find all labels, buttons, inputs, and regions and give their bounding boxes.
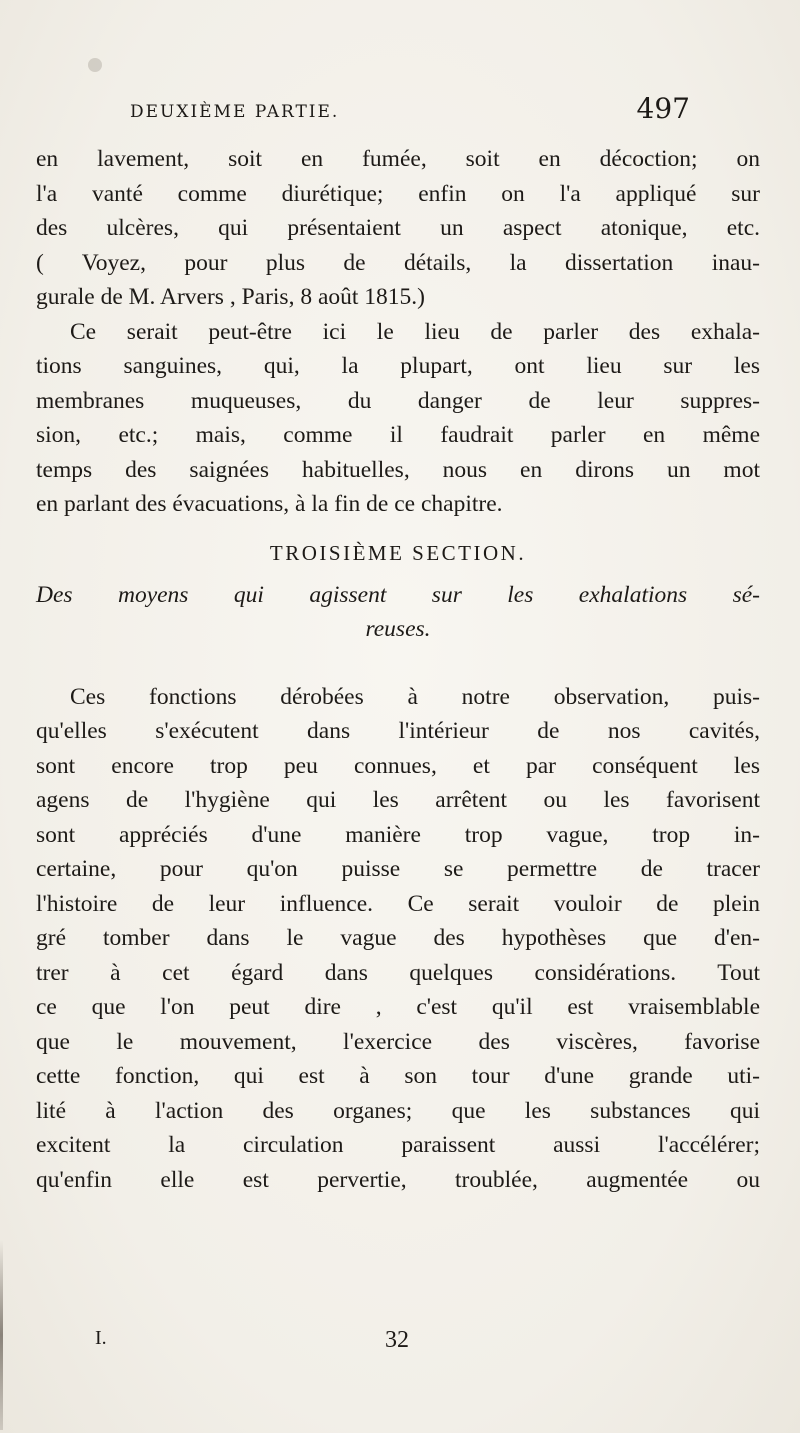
paragraph-continuation [36,142,760,315]
text-line: Ces fonctions dérobées à notre observation, puis- [70,683,760,710]
text-line: cette fonction, qui est à son tour d'une grande uti- [36,1063,760,1089]
text-line: qu'elles s'exécutent dans l'intérieur de nos cavités, [36,718,760,744]
text-line: ( Voyez, pour plus de détails, la dissertation inau- [36,249,760,276]
page-number: 497 [636,92,690,125]
text-line: en lavement, soit en fumée, soit en décoction; on [36,146,760,172]
paragraph-section [36,680,760,1198]
section-heading: TROISIÈME SECTION. [269,540,527,565]
text-line: qu'enfin elle est pervertie, troublée, augmentée ou [36,1166,760,1193]
text-line: l'a vanté comme diurétique; enfin on l'a appliqué sur [36,180,760,207]
running-title: DEUXIÈME PARTIE. [130,102,340,122]
text-line: l'histoire de leur influence. Ce serait vouloir de plein [36,890,760,917]
paper-stain [88,58,102,72]
text-line: gré tomber dans le vague des hypothèses que d'en- [36,925,760,951]
subtitle-line: reuses. [365,615,431,642]
text-line: ce que l'on peut dire , c'est qu'il est vraisemblable [36,994,760,1020]
text-line: trer à cet égard dans quelques considérations. Tout [36,959,760,986]
text-line: que le mouvement, l'exercice des viscères, favorise [36,1028,760,1055]
text-line: Ce serait peut-être ici le lieu de parler des exhala- [70,318,760,345]
text-line: sont encore trop peu connues, et par conséquent les [36,752,760,779]
text-line: agens de l'hygiène qui les arrêtent ou les favorisent [36,787,760,813]
text-line: lité à l'action des organes; que les substances qui [36,1097,760,1124]
text-line: gurale de M. Arvers , Paris, 8 août 1815.) [36,284,425,310]
text-line: des ulcères, qui présentaient un aspect atonique, etc. [36,215,760,241]
text-line: excitent la circulation paraissent aussi l'accélérer; [36,1132,760,1158]
section-subtitle [36,578,760,646]
text-line: tions sanguines, qui, la plupart, ont lieu sur les [36,353,760,379]
text-line: en parlant des évacuations, à la fin de ce chapitre. [36,491,503,517]
running-head [130,92,690,132]
sheet-number: 32 [385,1327,409,1353]
text-line: sion, etc.; mais, comme il faudrait parler en même [36,422,760,448]
text-line: sont appréciés d'une manière trop vague, trop in- [36,821,760,848]
text-line: temps des saignées habituelles, nous en dirons un mot [36,456,760,483]
text-line: certaine, pour qu'on puisse se permettre de tracer [36,856,760,882]
body-text [36,142,760,1197]
page-footer [95,1327,695,1361]
subtitle-line: Des moyens qui agissent sur les exhalations sé- [36,581,760,608]
paragraph-exhalations [36,315,760,522]
page-edge-shadow [0,1240,3,1430]
signature-mark: I. [95,1327,107,1349]
text-line: membranes muqueuses, du danger de leur suppres- [36,387,760,414]
